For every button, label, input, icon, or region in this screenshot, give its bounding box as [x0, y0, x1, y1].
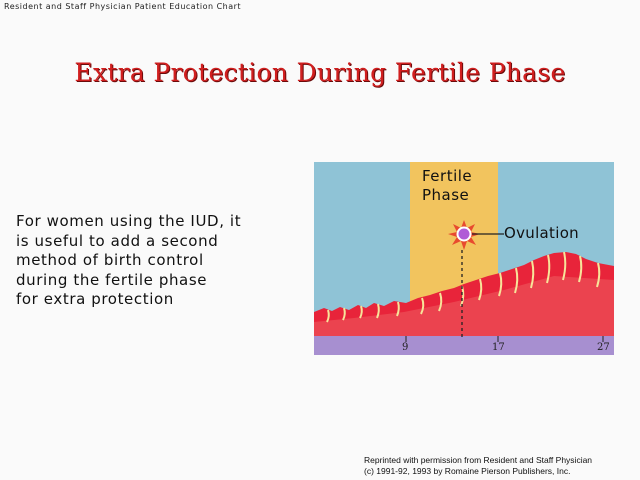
day-label: 17 — [492, 342, 505, 353]
body-line: is useful to add a second — [16, 231, 219, 250]
cycle-illustration — [314, 162, 614, 355]
base-strip — [314, 336, 614, 355]
day-label: 9 — [402, 342, 409, 353]
page-title: Extra Protection During Fertile Phase — [74, 58, 566, 87]
credit-note — [364, 455, 634, 477]
body-text — [16, 212, 306, 310]
body-line: method of birth control — [16, 251, 204, 269]
ovulation-label: Ovulation — [504, 224, 579, 242]
body-line: during the fertile phase — [16, 270, 208, 289]
credit-line: Reprinted with permission from Resident and Staff Physician — [364, 455, 593, 465]
day-label: 27 — [597, 342, 610, 353]
fertile-phase-label-line: Phase — [422, 186, 470, 204]
body-line: For women using the IUD, it — [16, 212, 242, 230]
fertile-phase-label-line: Fertile — [422, 167, 473, 185]
fertile-phase-label — [422, 167, 492, 205]
chart-header: Resident and Staff Physician Patient Education Chart — [4, 2, 242, 11]
body-line: for extra protection — [16, 290, 174, 308]
credit-line: (c) 1991-92, 1993 by Romaine Pierson Publishers, Inc. — [364, 466, 571, 476]
